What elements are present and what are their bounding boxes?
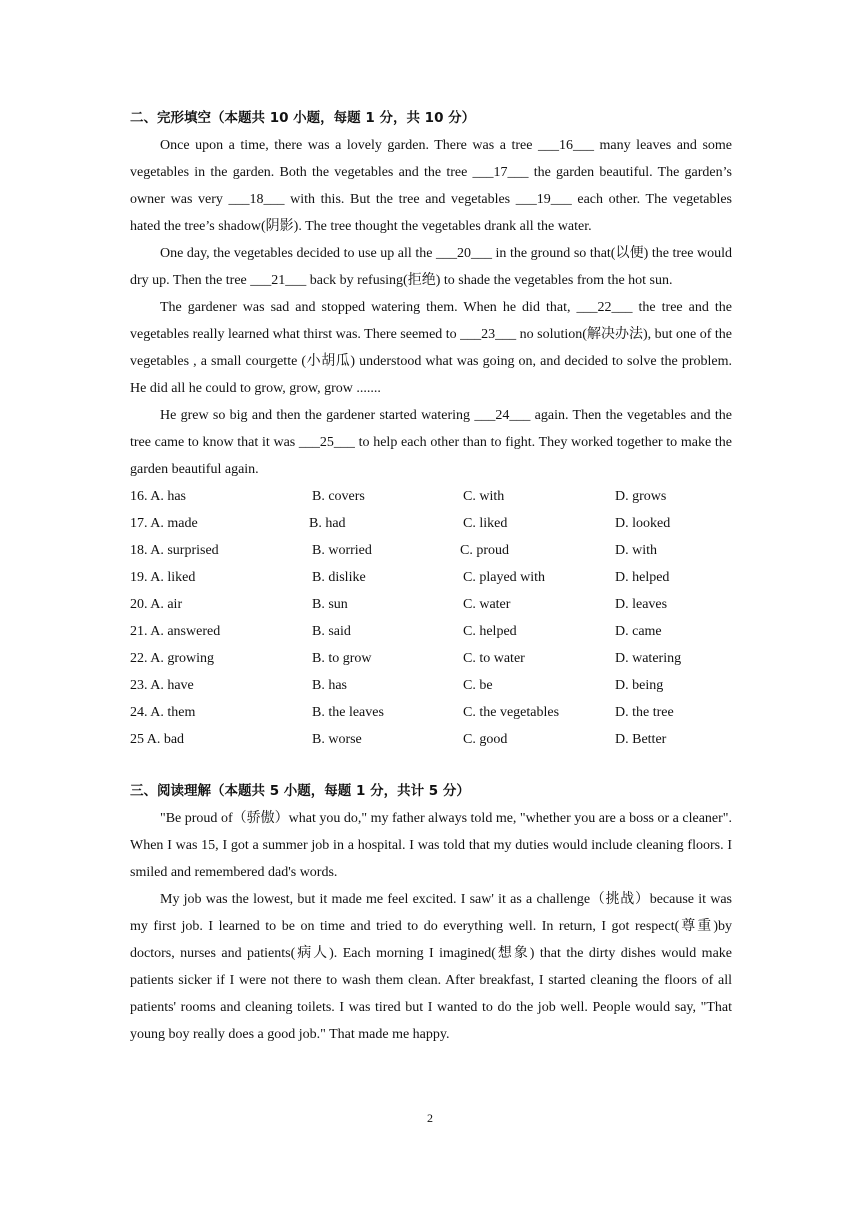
cloze-paragraph: Once upon a time, there was a lovely garden. There was a tree ___16___ many leaves and some vegetables in the garden. Both the vegetables and the tree ___17___ the garden beautiful. The garden’s owner was very ___18___ with this. But the tree and vegetables ___19___ each other. The vegetables hated the tree’s shadow(阴影). The tree thought the vegetables drank all the water. — [130, 138, 732, 234]
option-c: C. liked — [463, 516, 508, 531]
option-c: C. good — [463, 732, 508, 747]
option-b: B. has — [312, 678, 347, 693]
option-c: C. be — [463, 678, 493, 693]
option-c: C. to water — [463, 651, 525, 666]
document-page — [130, 105, 732, 1048]
option-a: 22. A. growing — [130, 651, 214, 666]
option-a: 24. A. them — [130, 705, 196, 720]
option-c: C. the vegetables — [463, 705, 560, 720]
cloze-paragraph: One day, the vegetables decided to use up all the ___20___ in the ground so that(以便) the tree would dry up. Then the tree ___21___ back by refusing(拒绝) to shade the vegetables from the hot sun. — [130, 246, 732, 288]
option-d: D. the tree — [615, 705, 674, 720]
option-a: 21. A. answered — [130, 624, 221, 639]
cloze-paragraph: The gardener was sad and stopped watering them. When he did that, ___22___ the tree and the vegetables really learned what thirst was. There seemed to ___23___ no solution(解决办法), but one of the vegetables , a small courgette (小胡瓜) understood what was going on, and decided to solve the problem. He did all he could to grow, grow, grow ....... — [130, 300, 732, 396]
option-d: D. being — [615, 678, 664, 693]
question-row — [130, 726, 732, 753]
option-d: D. Better — [615, 732, 667, 747]
option-d: D. looked — [615, 516, 671, 531]
option-d: D. came — [615, 624, 662, 639]
option-a: 16. A. has — [130, 489, 186, 504]
page-number: 2 — [427, 1111, 433, 1125]
question-row — [130, 510, 732, 537]
option-a: 20. A. air — [130, 597, 183, 612]
option-d: D. helped — [615, 570, 670, 585]
option-b: B. dislike — [312, 570, 366, 585]
reading-section-title: 三、阅读理解（本题共 5 小题，每题 1 分，共计 5 分） — [130, 783, 470, 799]
option-a: 17. A. made — [130, 516, 198, 531]
cloze-section-title: 二、完形填空（本题共 10 小题，每题 1 分，共 10 分） — [130, 110, 476, 126]
option-a: 23. A. have — [130, 678, 194, 693]
section-spacer — [130, 753, 732, 778]
option-c: C. water — [463, 597, 511, 612]
option-b: B. sun — [312, 597, 348, 612]
option-b: B. said — [312, 624, 351, 639]
option-b: B. to grow — [312, 651, 372, 666]
question-row — [130, 591, 732, 618]
cloze-paragraph: He grew so big and then the gardener started watering ___24___ again. Then the vegetables and the tree came to know that it was ___25___ to help each other than to fight. They worked together to make the garden beautiful again. — [130, 408, 732, 477]
option-b: B. the leaves — [312, 705, 384, 720]
question-row — [130, 564, 732, 591]
option-d: D. with — [615, 543, 657, 558]
option-b: B. worried — [312, 543, 372, 558]
option-b: B. worse — [312, 732, 362, 747]
option-a: 18. A. surprised — [130, 543, 219, 558]
question-row — [130, 483, 732, 510]
option-d: D. watering — [615, 651, 682, 666]
option-a: 19. A. liked — [130, 570, 196, 585]
option-c: C. with — [463, 489, 505, 504]
question-row — [130, 672, 732, 699]
option-a: 25 A. bad — [130, 732, 185, 747]
question-row — [130, 618, 732, 645]
reading-paragraph: "Be proud of（骄傲）what you do," my father always told me, "whether you are a boss or a cleaner". When I was 15, I got a summer job in a hospital. I was told that my duties would include cleaning floors. I smiled and remembered dad's words. — [130, 811, 732, 880]
option-b: B. covers — [312, 489, 365, 504]
reading-paragraph: My job was the lowest, but it made me feel excited. I saw' it as a challenge（挑战）because it was my first job. I learned to be on time and tried to do everything well. In return, I got respect(尊重)by doctors, nurses and patients(病人). Each morning I imagined(想象) that the dirty dishes would make patients sicker if I were not there to wash them clean. After breakfast, I started cleaning the floors of all patients' rooms and cleaning toilets. I was tired but I wanted to do the job well. People would say, "That young boy really does a good job." That made me happy. — [130, 892, 732, 1042]
option-d: D. leaves — [615, 597, 668, 612]
cloze-options-list — [130, 483, 732, 753]
question-row — [130, 699, 732, 726]
question-row — [130, 537, 732, 564]
question-row — [130, 645, 732, 672]
option-b: B. had — [309, 516, 346, 531]
option-c: C. helped — [463, 624, 517, 639]
option-c: C. played with — [463, 570, 546, 585]
option-d: D. grows — [615, 489, 667, 504]
option-c: C. proud — [460, 543, 509, 558]
